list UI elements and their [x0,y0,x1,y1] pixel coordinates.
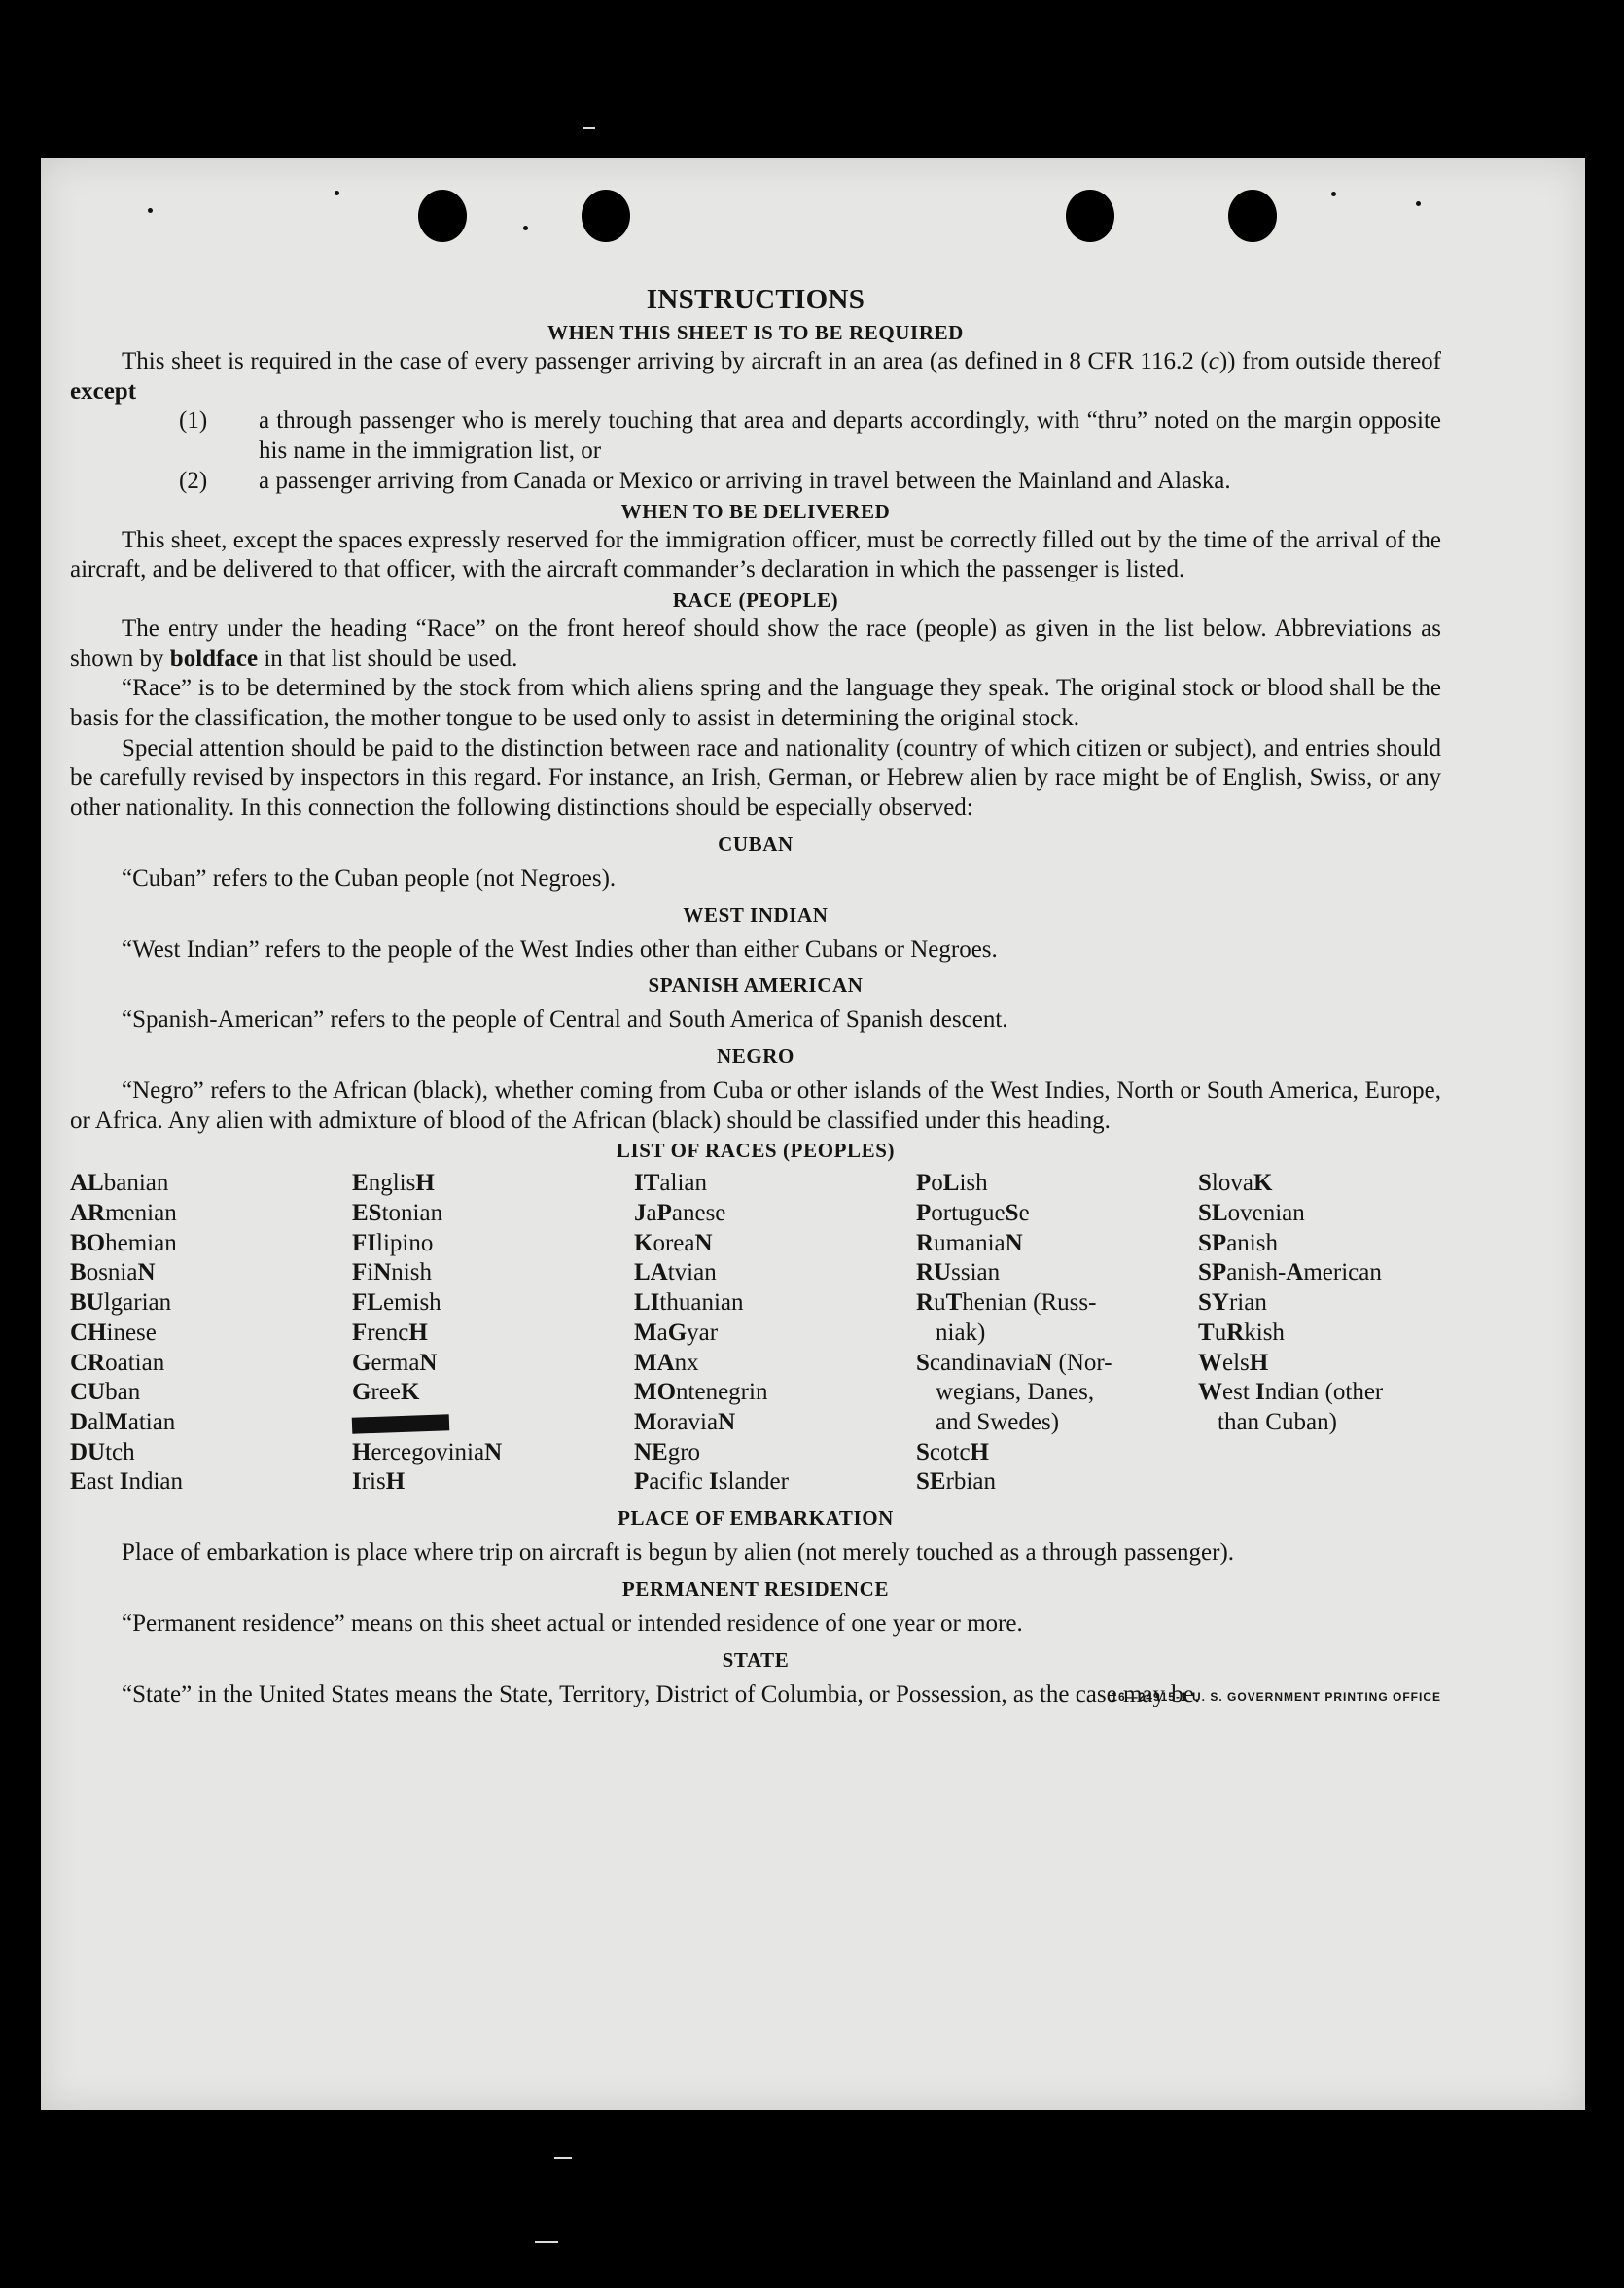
embarkation-text: Place of embarkation is place where trip on aircraft is begun by alien (not merely touched as a through passenger). [122,1539,1235,1566]
when-required-text: This sheet is required in the case of every passenger arriving by aircraft in an area (as defined in 8 CFR 116.2 (c)) from outside thereof except [70,348,1441,405]
page-title: INSTRUCTIONS [646,284,865,315]
race-entry [352,1408,634,1438]
race-paragraph-3: Special attention should be paid to the distinction between race and nationality (country of which citizen or subject), and entries should be carefully revised by inspectors in this regard. For instance, an Irish, German, or Hebrew alien by race might be of English, Swiss, or any other nationality. In this connection the following distinctions should be especially observed: [70,734,1441,822]
race-entry: HercegoviniaN [352,1438,503,1465]
race-entry: GreeK [352,1379,420,1406]
race-column [70,1169,352,1497]
list-item: (2) a passenger arriving from Canada or Mexico or arriving in travel between the Mainland and Alaska. [179,467,1231,494]
race-entry: CUban [70,1379,141,1406]
when-delivered-text: This sheet, except the spaces expressly reserved for the immigration officer, must be correctly filled out by the time of the arrival of the aircraft, and be delivered to that officer, with the aircraft commander’s declaration in which the passenger is listed. [70,526,1441,583]
race-column [634,1169,916,1497]
race-entry: ScotcH [916,1438,989,1465]
race-entry: FrencH [352,1319,428,1346]
race-entry: ScandinaviaN (Nor- [916,1349,1112,1376]
heading-race: RACE (PEOPLE) [672,587,839,612]
race-entry: FiNnish [352,1259,432,1286]
punch-hole-2 [582,190,630,242]
race-entry: MOntenegrin [634,1379,768,1406]
race-entry: SPanish-American [1198,1259,1382,1286]
speck [148,208,153,213]
race-entry: JaPanese [634,1200,726,1227]
speck [1331,192,1336,196]
race-entry: DalMatian [70,1408,176,1435]
printer-code: 16—24915-1 U. S. GOVERNMENT PRINTING OFFICE [1111,1689,1441,1704]
speck [335,191,339,195]
state-text: “State” in the United States means the State, Territory, District of Columbia, or Possession, as the case may be. [122,1680,1201,1707]
speck [523,226,528,230]
race-entry: RuThenian (Russ- [916,1289,1097,1317]
race-entry: ITalian [634,1170,707,1197]
race-entry: MAnx [634,1349,699,1376]
race-paragraph-1: The entry under the heading “Race” on the front hereof should show the race (people) as given in the list below. Abbreviations as shown by boldface in that list should be used. [70,615,1441,672]
race-entry: DUtch [70,1438,135,1465]
scan-mark [554,2157,572,2159]
heading-cuban: CUBAN [718,831,794,856]
redaction-mark [352,1414,450,1433]
race-entry: GermaN [352,1349,438,1376]
race-entry: WelsH [1198,1349,1269,1376]
race-entry: EnglisH [352,1170,435,1197]
race-entry: East Indian [70,1468,183,1496]
race-entry: ALbanian [70,1170,169,1197]
heading-when-delivered: WHEN TO BE DELIVERED [620,499,891,523]
scan-mark [535,2241,558,2243]
heading-embarkation: PLACE OF EMBARKATION [618,1506,894,1531]
race-entry: FIlipino [352,1229,434,1256]
race-entry: BUlgarian [70,1289,172,1317]
speck [1416,201,1421,206]
race-entry: FLemish [352,1289,441,1317]
race-entry: MaGyar [634,1319,719,1346]
race-entry: MoraviaN [634,1408,736,1435]
west-indian-text: “West Indian” refers to the people of the West Indies other than either Cubans or Negroes. [122,935,998,963]
race-entry: SErbian [916,1468,996,1496]
heading-state: STATE [722,1647,790,1672]
race-entry: ARmenian [70,1200,177,1227]
race-entry: wegians, Danes, [936,1379,1095,1406]
heading-spanish-american: SPANISH AMERICAN [648,973,864,998]
race-column [1198,1169,1480,1497]
heading-negro: NEGRO [716,1043,794,1068]
list-item: (1) a through passenger who is merely touching that area and departs accordingly, with “thru” noted on the margin opposite his name in the immigration list, or [179,407,1441,465]
heading-residence: PERMANENT RESIDENCE [621,1576,890,1601]
race-entry: niak) [936,1319,986,1346]
race-entry: PoLish [916,1170,988,1197]
race-entry: TuRkish [1198,1319,1285,1346]
heading-west-indian: WEST INDIAN [683,902,829,927]
race-entry: RUssian [916,1259,1001,1286]
spanish-american-text: “Spanish-American” refers to the people of Central and South America of Spanish descent. [122,1006,1008,1034]
race-entry: NEgro [634,1438,701,1465]
race-paragraph-2: “Race” is to be determined by the stock from which aliens spring and the language they speak. The original stock or blood shall be the basis for the classification, the mother tongue to be used only to assist in determining the original stock. [70,675,1441,732]
races-list [70,1169,1441,1497]
race-column [916,1169,1198,1497]
race-entry: SLovenian [1198,1200,1305,1227]
instructions-content [70,275,1441,1709]
race-entry: Pacific Islander [634,1468,789,1496]
cuban-text: “Cuban” refers to the Cuban people (not Negroes). [122,864,617,892]
residence-text: “Permanent residence” means on this sheet actual or intended residence of one year or more. [122,1609,1023,1637]
race-entry: EStonian [352,1200,443,1227]
race-entry: LIthuanian [634,1289,744,1317]
punch-hole-1 [418,190,467,242]
race-entry: BosniaN [70,1259,156,1286]
punch-hole-3 [1066,190,1114,242]
race-entry: PortugueSe [916,1200,1030,1227]
race-entry: West Indian (other [1198,1379,1384,1406]
race-entry: CRoatian [70,1349,165,1376]
negro-text: “Negro” refers to the African (black), whether coming from Cuba or other islands of the West Indies, North or South America, Europe, or Africa. Any alien with admixture of blood of the African (black) should be classified under this heading. [70,1076,1441,1134]
race-entry: IrisH [352,1468,406,1496]
race-entry: and Swedes) [936,1408,1060,1435]
race-entry: KoreaN [634,1229,713,1256]
heading-list-of-races: LIST OF RACES (PEOPLES) [616,1139,896,1163]
race-entry: RumaniaN [916,1229,1023,1256]
race-column [352,1169,634,1497]
heading-when-required: WHEN THIS SHEET IS TO BE REQUIRED [547,321,964,344]
race-entry: SPanish [1198,1229,1278,1256]
race-entry: LAtvian [634,1259,717,1286]
race-entry: SlovaK [1198,1170,1273,1197]
scan-mark [583,127,595,129]
race-entry: BOhemian [70,1229,177,1256]
punch-hole-4 [1228,190,1277,242]
race-entry: than Cuban) [1218,1408,1337,1435]
race-entry: CHinese [70,1319,157,1346]
race-entry: SYrian [1198,1289,1267,1317]
